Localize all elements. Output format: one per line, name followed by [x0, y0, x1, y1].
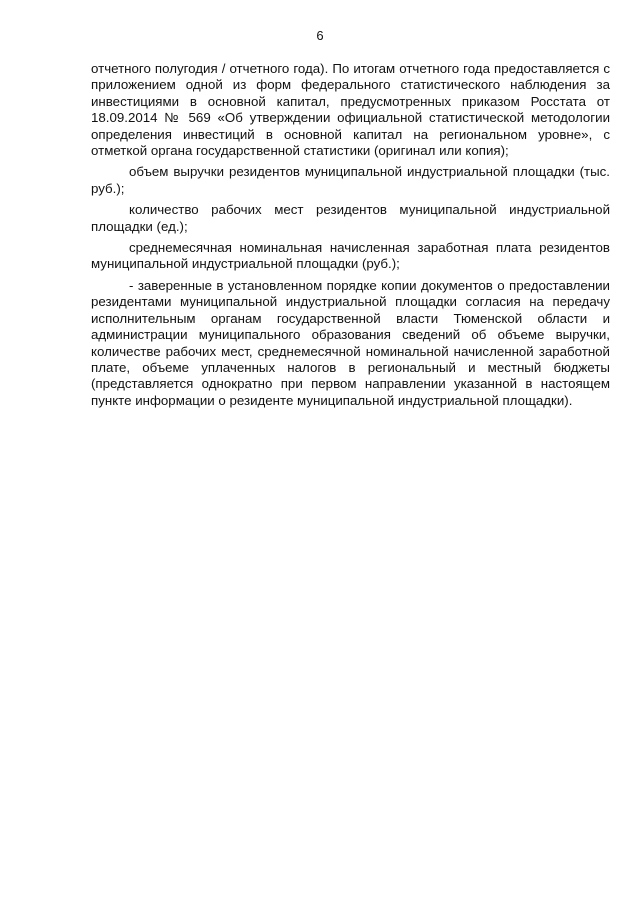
document-body: [91, 61, 610, 414]
paragraph-wages: среднемесячная номинальная начисленная заработная плата резидентов муниципальной индустриальной площадки (руб.);: [91, 240, 610, 272]
paragraph-revenue: объем выручки резидентов муниципальной индустриальной площадки (тыс. руб.);: [91, 164, 610, 196]
paragraph-continuation: отчетного полугодия / отчетного года). По итогам отчетного года предоставляется с приложением одной из форм федерального статистического наблюдения за инвестициями в основной капитал, предусмотренных приказом Росстата от 18.09.2014 № 569 «Об утверждении официальной статистической методологии определения инвестиций в основной капитал на региональном уровне», с отметкой органа государственной статистики (оригинал или копия);: [91, 61, 610, 159]
paragraph-consent-documents: - заверенные в установленном порядке копии документов о предоставлении резидентами муниципальной индустриальной площадки согласия на передачу исполнительным органам государственной власти Тюменской области и администрации муниципального образования сведений об объеме выручки, количестве рабочих мест, среднемесячной номинальной начисленной заработной плате, объеме уплаченных налогов в региональный и местный бюджеты (представляется однократно при первом направлении указанной в настоящем пункте информации о резиденте муниципальной индустриальной площадки).: [91, 277, 610, 408]
paragraph-jobs: количество рабочих мест резидентов муниципальной индустриальной площадки (ед.);: [91, 202, 610, 234]
page-number: 6: [316, 28, 324, 43]
